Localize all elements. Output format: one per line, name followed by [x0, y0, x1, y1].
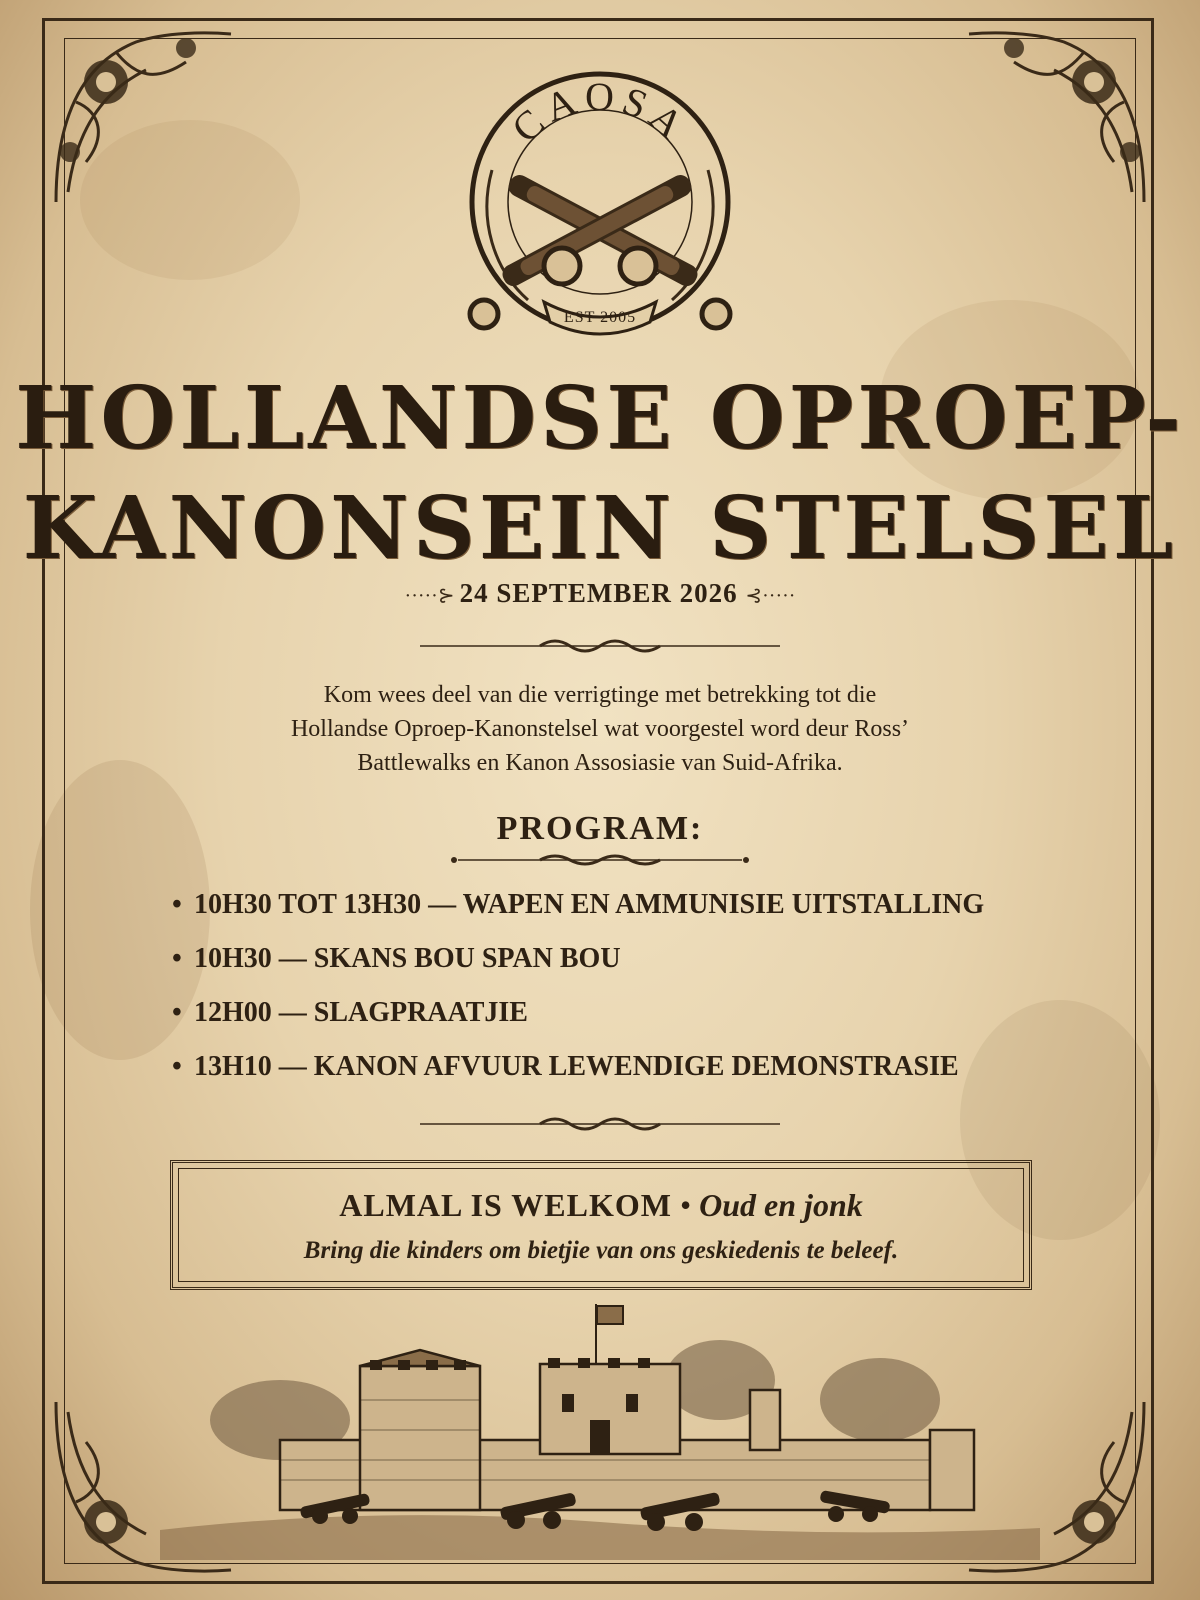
bullet: • — [172, 889, 182, 920]
welcome-headline-row — [173, 1187, 1029, 1224]
bullet: • — [172, 997, 182, 1028]
program-heading: PROGRAM: — [496, 810, 704, 847]
program-item — [172, 886, 1072, 940]
caosa-emblem — [458, 70, 742, 345]
bullet: • — [172, 1051, 182, 1082]
intro-paragraph — [200, 678, 1000, 780]
date-ornament-right: ⊰····· — [745, 585, 796, 607]
program-item-text: 12H00 — SLAGPRAATJIE — [194, 997, 528, 1028]
welcome-headline: ALMAL IS WELKOM — [339, 1187, 672, 1223]
intro-line: Battlewalks en Kanon Assosiasie van Suid-Afrika. — [357, 750, 843, 776]
event-date: 24 SEPTEMBER 2026 — [459, 578, 738, 608]
program-item-text: 13H10 — KANON AFVUUR LEWENDIGE DEMONSTRASIE — [194, 1051, 959, 1082]
program-item — [172, 994, 1072, 1048]
bullet: • — [172, 943, 182, 974]
program-list — [172, 886, 1072, 1102]
floral-corner-icon — [46, 22, 236, 212]
ornamental-divider — [420, 1114, 780, 1134]
program-item — [172, 940, 1072, 994]
intro-line: Hollandse Oproep-Kanonstelsel wat voorgestel word deur Ross’ — [290, 716, 910, 742]
program-item — [172, 1048, 1072, 1102]
program-item-text: 10H30 TOT 13H30 — WAPEN EN AMMUNISIE UITSTALLING — [194, 889, 985, 920]
welcome-subhead: Oud en jonk — [699, 1187, 863, 1223]
emblem-org-text: CAOSA — [503, 73, 697, 152]
page-title-line-2: KANONSEIN STELSEL — [22, 478, 1178, 579]
page-title-line-1: HOLLANDSE OPROEP- — [15, 368, 1185, 469]
program-item-text: 10H30 — SKANS BOU SPAN BOU — [194, 943, 621, 974]
welcome-separator: • — [679, 1187, 692, 1223]
intro-line: Kom wees deel van die verrigtinge met betrekking tot die — [323, 682, 877, 708]
ornamental-divider — [450, 852, 750, 868]
floral-corner-icon — [964, 22, 1154, 212]
fort-with-cannons-icon — [160, 1300, 1040, 1560]
welcome-box — [170, 1160, 1032, 1290]
emblem-established: EST 2005 — [563, 309, 637, 326]
date-ornament-left: ·····⊱ — [404, 585, 460, 607]
event-date-row — [0, 578, 1200, 609]
welcome-tagline: Bring die kinders om bietjie van ons geskiedenis te beleef. — [303, 1237, 899, 1264]
ornamental-divider — [420, 636, 780, 656]
